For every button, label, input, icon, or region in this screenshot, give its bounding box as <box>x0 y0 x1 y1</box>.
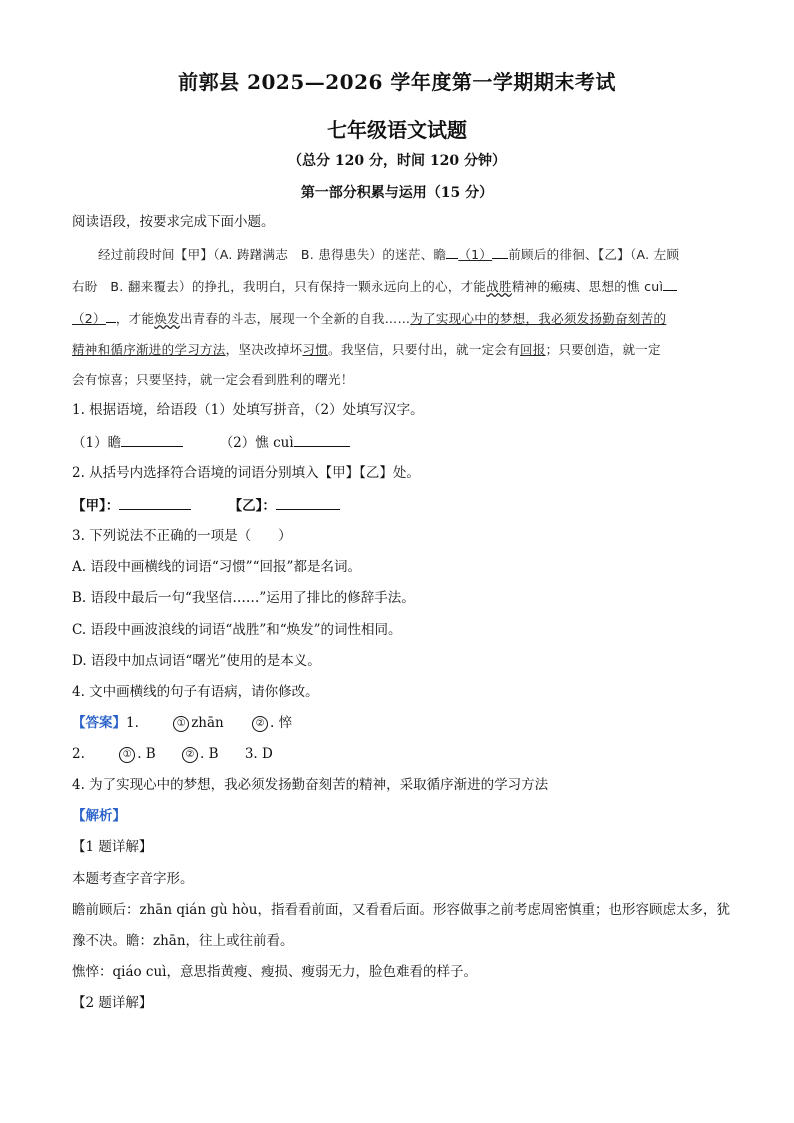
option-d: D. 语段中加点词语“曙光”使用的是本义。 <box>72 653 321 669</box>
question-4: 4. 文中画横线的句子有语病，请你修改。 <box>72 684 319 700</box>
analysis-paragraph-1: 本题考查字音字形。 <box>72 871 194 887</box>
analysis-paragraph-2b: 豫不决。瞻：zhān，往上或往前看。 <box>72 933 294 949</box>
answer-blank-2[interactable] <box>294 432 350 447</box>
exam-meta: （总分 120 分，时间 120 分钟） <box>288 153 506 169</box>
option-a: A. 语段中画横线的词语“习惯”“回报”都是名词。 <box>72 559 361 575</box>
option-b: B. 语段中最后一句“我坚信……”运用了排比的修辞手法。 <box>72 590 415 606</box>
answer-blank-jia[interactable] <box>119 495 191 510</box>
answer-blank-1[interactable] <box>121 432 183 447</box>
exam-title: 前郭县 2025—2026 学年度第一学期期末考试 <box>178 70 616 94</box>
analysis-paragraph-2a: 瞻前顾后：zhān qián gù hòu，指看看前面，又看看后面。形容做事之前考虑周密慎重；也形容顾虑太多，犹 <box>72 902 730 918</box>
answer-label: 【答案】 <box>72 715 126 731</box>
question-3: 3. 下列说法不正确的一项是（ ） <box>72 528 292 544</box>
question-2: 2. 从括号内选择符合语境的词语分别填入【甲】【乙】处。 <box>72 465 420 481</box>
analysis-label: 【解析】 <box>72 808 126 824</box>
question-1-blanks: （1）瞻 （2）憔 cuì <box>72 432 350 453</box>
detail-heading-1: 【1 题详解】 <box>72 839 153 855</box>
question-2-blanks: 【甲】： 【乙】： <box>72 495 340 516</box>
passage-line-4: 精神和循序渐进的学习方法，坚决改掉坏习惯。我坚信，只要付出，就一定会有回报；只要创造，就一定 <box>72 342 661 357</box>
passage-line-1: 经过前段时间【甲】（A. 踌躇满志 B. 患得患失）的迷茫、瞻 （1） 前顾后的徘徊、【乙】（A. 左顾 <box>98 244 748 265</box>
answer-blank-yi[interactable] <box>276 495 340 510</box>
passage-line-5: 会有惊喜；只要坚持，就一定会看到胜利的曙光！ <box>72 372 354 387</box>
passage-line-2: 右盼 B. 翻来覆去）的挣扎，我明白，只有保持一颗永远向上的心，才能战胜精神的瘢痍、思想的憔 cuì <box>72 276 722 297</box>
answer-line-2: 2. ① . B ② . B 3. D <box>72 746 273 762</box>
answer-line-4: 4. 为了实现心中的梦想，我必须发扬勤奋刻苦的精神，采取循序渐进的学习方法 <box>72 777 549 793</box>
detail-heading-2: 【2 题详解】 <box>72 995 153 1011</box>
section-heading: 第一部分积累与运用（15 分） <box>300 185 494 201</box>
passage-line-3: （2） ，才能焕发出青春的斗志，展现一个全新的自我……为了实现心中的梦想，我必须发扬勤奋刻苦的 <box>72 308 722 329</box>
instruction: 阅读语段，按要求完成下面小题。 <box>72 214 275 230</box>
exam-subtitle: 七年级语文试题 <box>327 118 467 142</box>
answer-line-1: 【答案】1. ① zhān ② . 悴 <box>72 715 293 731</box>
question-1: 1. 根据语境，给语段（1）处填写拼音，（2）处填写汉字。 <box>72 402 424 418</box>
option-c: C. 语段中画波浪线的词语“战胜”和“焕发”的词性相同。 <box>72 622 402 638</box>
analysis-paragraph-3: 憔悴：qiáo cuì，意思指黄瘦、瘦损、瘦弱无力，脸色难看的样子。 <box>72 964 477 980</box>
